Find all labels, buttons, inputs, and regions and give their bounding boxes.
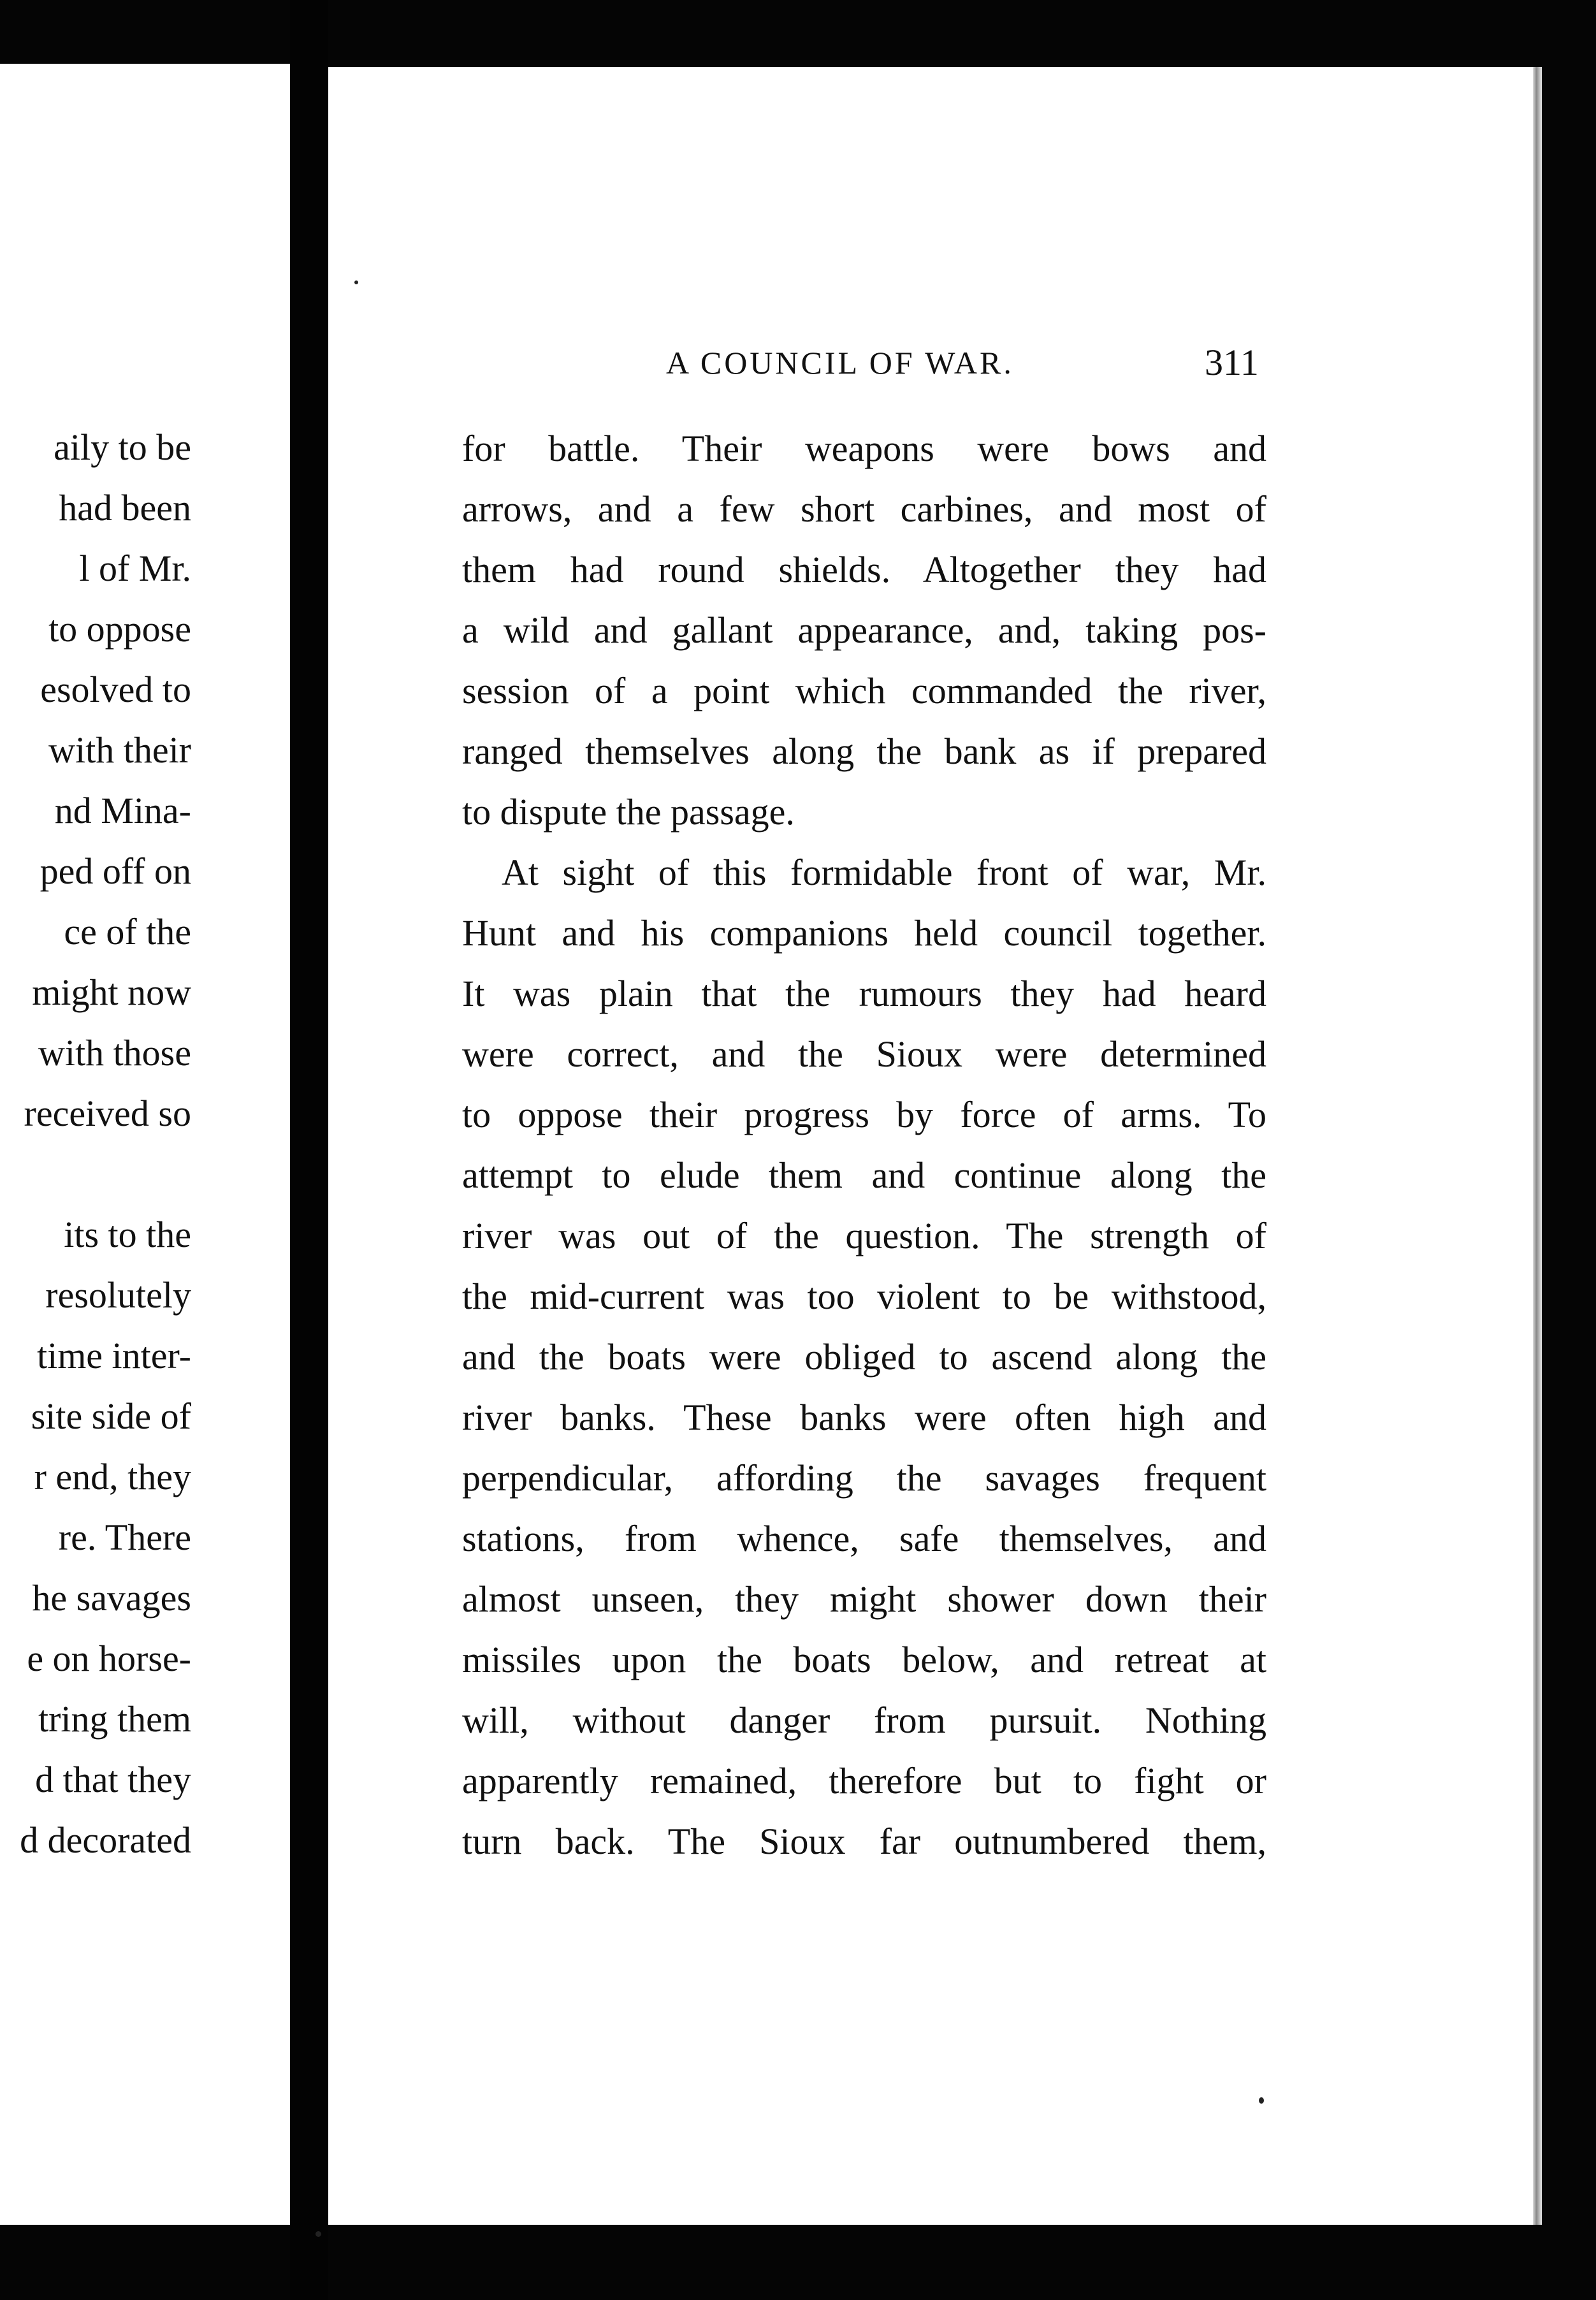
paper-speck <box>354 280 358 284</box>
text-line: stations, from whence, safe themselves, and <box>462 1518 1266 1559</box>
text-line: turn back. The Sioux far outnumbered them, <box>462 1821 1266 1862</box>
text-line: for battle. Their weapons were bows and <box>462 428 1266 469</box>
text-line: a wild and gallant appearance, and, taking pos- <box>462 609 1266 651</box>
running-head: A COUNCIL OF WAR. <box>666 345 1014 381</box>
left-page-line: l of Mr. <box>79 548 191 589</box>
text-line: attempt to elude them and continue along the <box>462 1154 1266 1196</box>
text-line: will, without danger from pursuit. Nothing <box>462 1700 1266 1741</box>
left-page-line: might now <box>32 972 191 1013</box>
text-line: At sight of this formidable front of war, Mr. <box>502 852 1266 893</box>
text-line: It was plain that the rumours they had heard <box>462 973 1266 1014</box>
left-page-line: tring them <box>38 1698 191 1740</box>
page-edge <box>1533 67 1542 2225</box>
text-line: Hunt and his companions held council together. <box>462 912 1266 954</box>
text-line: river was out of the question. The strength of <box>462 1215 1266 1256</box>
left-page <box>0 64 290 2225</box>
left-page-line: d decorated <box>20 1819 191 1861</box>
left-page-line: he savages <box>32 1577 191 1619</box>
left-page-line: re. There <box>58 1517 191 1558</box>
text-line: to dispute the passage. <box>462 791 795 833</box>
left-page-line: its to the <box>64 1214 191 1255</box>
text-line: session of a point which commanded the river, <box>462 670 1266 711</box>
text-line: apparently remained, therefore but to fight or <box>462 1760 1266 1801</box>
left-page-line: with those <box>38 1032 191 1074</box>
text-line: ranged themselves along the bank as if prepared <box>462 731 1266 772</box>
page-number: 311 <box>1205 342 1259 383</box>
left-page-line: nd Mina- <box>54 790 191 831</box>
left-page-line: ce of the <box>64 911 191 952</box>
text-line: were correct, and the Sioux were determined <box>462 1033 1266 1075</box>
left-page-line: d that they <box>35 1759 191 1800</box>
left-page-line: aily to be <box>54 426 191 468</box>
left-page-line: time inter- <box>36 1335 191 1376</box>
text-line: the mid-current was too violent to be withstood, <box>462 1276 1266 1317</box>
text-line: and the boats were obliged to ascend along the <box>462 1336 1266 1378</box>
right-page <box>328 67 1533 2225</box>
text-line: arrows, and a few short carbines, and most of <box>462 488 1266 530</box>
left-page-line: received so <box>24 1093 191 1134</box>
left-page-line: ped off on <box>40 850 191 892</box>
left-page-line: resolutely <box>45 1274 191 1316</box>
paper-speck <box>1259 2097 1264 2104</box>
left-page-line: site side of <box>31 1395 191 1437</box>
left-page-line: with their <box>48 729 191 771</box>
paper-speck <box>316 2231 321 2237</box>
left-page-line: e on horse- <box>27 1638 191 1679</box>
book-gutter <box>290 0 328 2300</box>
text-line: to oppose their progress by force of arms. To <box>462 1094 1266 1135</box>
left-page-line: esolved to <box>40 669 191 710</box>
left-page-line: had been <box>59 487 191 528</box>
text-line: almost unseen, they might shower down their <box>462 1578 1266 1620</box>
text-line: perpendicular, affording the savages frequent <box>462 1457 1266 1499</box>
text-line: river banks. These banks were often high and <box>462 1397 1266 1438</box>
text-line: them had round shields. Altogether they had <box>462 549 1266 590</box>
text-line: missiles upon the boats below, and retreat at <box>462 1639 1266 1680</box>
left-page-line: r end, they <box>34 1456 191 1497</box>
left-page-line: to oppose <box>48 608 191 650</box>
